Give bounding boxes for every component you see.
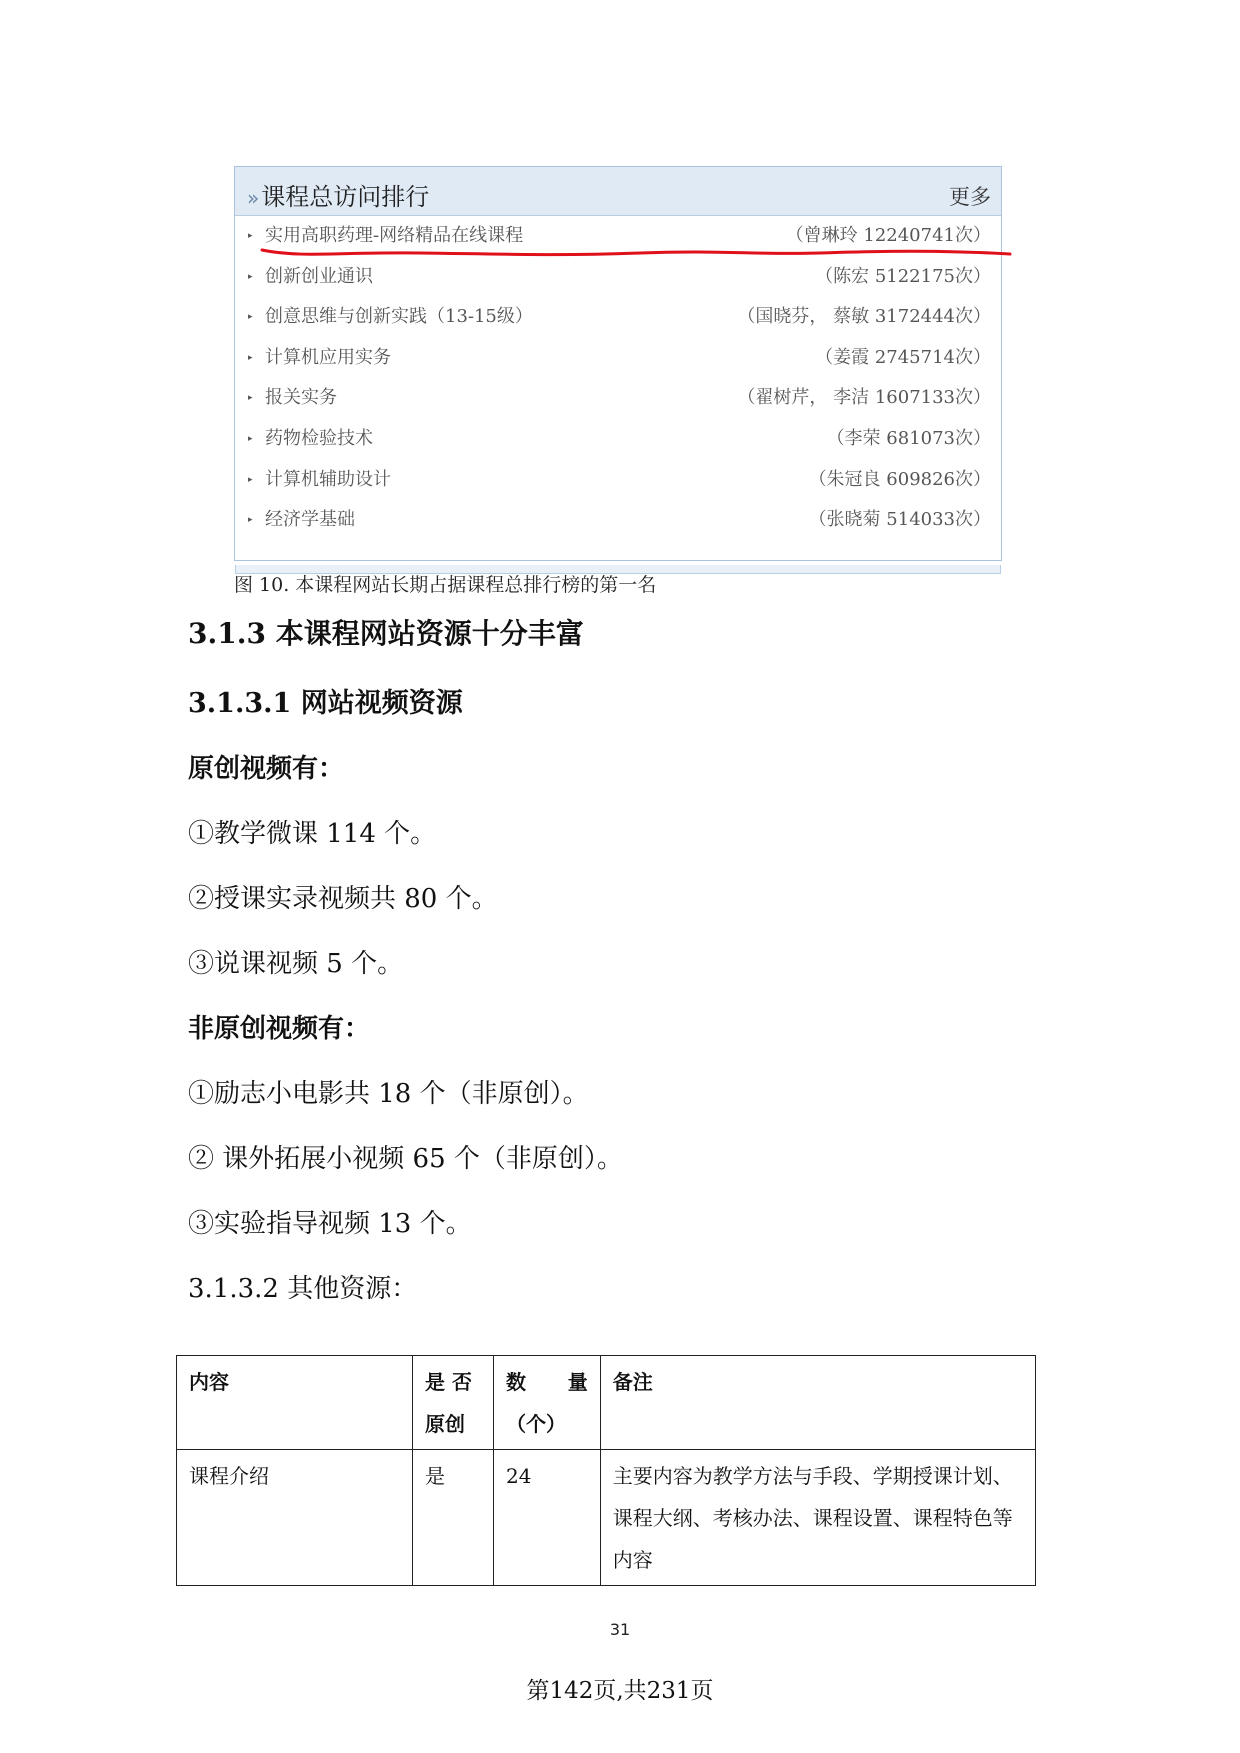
header-original-line1: 是 否 <box>425 1370 472 1394</box>
nonoriginal-videos-heading: 非原创视频有： <box>188 1014 371 1044</box>
course-stat: （张晓菊 514033次） <box>808 509 991 531</box>
triangle-bullet-icon: ▸ <box>248 474 253 485</box>
resources-table <box>176 1355 1036 1586</box>
table-row <box>177 1450 1036 1586</box>
page-number: 31 <box>609 1620 631 1639</box>
triangle-bullet-icon: ▸ <box>248 393 253 404</box>
more-link[interactable]: 更多 <box>949 185 991 209</box>
header-note <box>600 1356 1035 1450</box>
ranking-title <box>247 177 429 212</box>
figure-caption: 图 10. 本课程网站长期占据课程总排行榜的第一名 <box>234 574 657 596</box>
course-name[interactable]: 经济学基础 <box>265 509 355 531</box>
course-stat: （姜霞 2745714次） <box>815 346 991 368</box>
triangle-bullet-icon: ▸ <box>248 433 253 444</box>
ranking-header <box>235 167 1001 216</box>
section-heading-3-1-3-1: 3.1.3.1 网站视频资源 <box>188 688 463 719</box>
page-footer: 第142页,共231页 <box>526 1678 714 1704</box>
double-chevron-icon: » <box>247 186 260 210</box>
header-count-line1: 数 量 <box>506 1370 588 1394</box>
course-stat: （朱冠良 609826次） <box>808 468 991 490</box>
course-name[interactable]: 药物检验技术 <box>265 427 373 449</box>
course-name[interactable]: 实用高职药理-网络精品在线课程 <box>265 225 524 246</box>
ranking-item[interactable] <box>235 297 1001 338</box>
course-stat: （曾琳玲 12240741次） <box>785 225 991 246</box>
course-name[interactable]: 计算机应用实务 <box>265 346 391 368</box>
header-count <box>494 1356 601 1450</box>
original-videos-heading: 原创视频有： <box>188 754 345 784</box>
other-resources-heading: 3.1.3.2 其他资源： <box>188 1274 418 1304</box>
ranking-item[interactable] <box>235 338 1001 379</box>
cell-count: 24 <box>494 1450 601 1586</box>
triangle-bullet-icon: ▸ <box>248 312 253 323</box>
course-stat: （国晓芬， 蔡敏 3172444次） <box>737 306 991 328</box>
header-note-text: 备注 <box>612 1370 653 1394</box>
course-name[interactable]: 创意思维与创新实践（13-15级） <box>265 306 533 328</box>
header-content <box>177 1356 413 1450</box>
triangle-bullet-icon: ▸ <box>248 231 253 241</box>
original-item: ①教学微课 114 个。 <box>188 819 437 849</box>
course-name[interactable]: 报关实务 <box>265 387 337 409</box>
course-stat: （陈宏 5122175次） <box>815 265 991 287</box>
cell-content: 课程介绍 <box>177 1450 413 1586</box>
nonoriginal-item: ①励志小电影共 18 个（非原创）。 <box>188 1079 589 1109</box>
header-original <box>413 1356 494 1450</box>
ranking-list <box>235 216 1001 541</box>
ranking-item[interactable] <box>235 378 1001 419</box>
ranking-item[interactable] <box>235 419 1001 460</box>
ranking-item[interactable] <box>235 216 1001 257</box>
ranking-item[interactable] <box>235 460 1001 501</box>
nonoriginal-item: ③实验指导视频 13 个。 <box>188 1209 472 1239</box>
ranking-title-text: 课程总访问排行 <box>261 183 430 211</box>
course-ranking-panel <box>234 166 1002 561</box>
header-count-line2: （个） <box>506 1412 566 1436</box>
header-content-text: 内容 <box>189 1370 229 1394</box>
course-stat: （李荣 681073次） <box>826 427 991 449</box>
section-heading-3-1-3: 3.1.3 本课程网站资源十分丰富 <box>188 617 584 650</box>
header-original-line2: 原创 <box>425 1412 465 1436</box>
table-header-row <box>177 1356 1036 1450</box>
triangle-bullet-icon: ▸ <box>248 271 253 282</box>
triangle-bullet-icon: ▸ <box>248 352 253 363</box>
ranking-item[interactable] <box>235 257 1001 298</box>
cell-original: 是 <box>413 1450 494 1586</box>
original-item: ②授课实录视频共 80 个。 <box>188 884 498 914</box>
course-name[interactable]: 创新创业通识 <box>265 265 373 287</box>
course-stat: （翟树芹， 李洁 1607133次） <box>737 387 991 409</box>
triangle-bullet-icon: ▸ <box>248 515 253 526</box>
original-item: ③说课视频 5 个。 <box>188 949 404 979</box>
course-name[interactable]: 计算机辅助设计 <box>265 468 391 490</box>
nonoriginal-item: ② 课外拓展小视频 65 个（非原创）。 <box>188 1144 623 1174</box>
ranking-item[interactable] <box>235 500 1001 541</box>
cell-note: 主要内容为教学方法与手段、学期授课计划、课程大纲、考核办法、课程设置、课程特色等内容 <box>600 1450 1035 1586</box>
